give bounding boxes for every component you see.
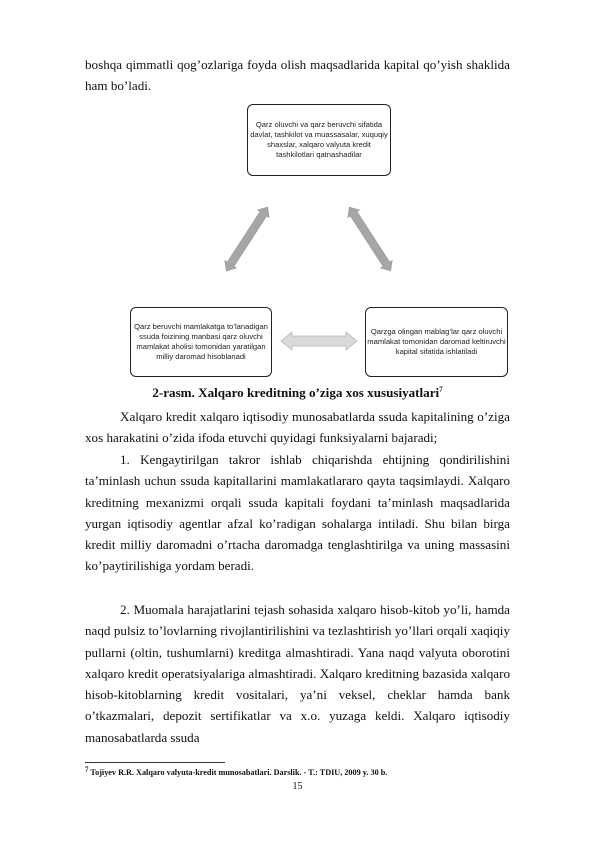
footnote	[85, 765, 388, 777]
footnote-text: Tojiyev R.R. Xalqaro valyuta-kredit munosabatlari. Darslik. - T.: TDIU, 2009 y. 30 b.	[90, 768, 388, 777]
diagram-box-interest-source-text: Qarz beruvchi mamlakatga to’lanadigan ssuda foizining manbasi qarz oluvchi mamlakat aholisi tomonidan yaratilgan milliy daromad hisoblanadi	[134, 321, 268, 362]
left-diagonal-arrow	[220, 203, 273, 274]
diagram-box-participants	[247, 104, 391, 176]
paragraph-functions-intro: Xalqaro kredit xalqaro iqtisodiy munosabatlarda ssuda kapitalining o’ziga xos harakatini o’zida ifoda etuvchi quyidagi funksiyalarni bajaradi;	[85, 409, 510, 446]
footnote-divider	[85, 762, 225, 763]
right-diagonal-arrow	[343, 203, 396, 274]
intro-paragraph: boshqa qimmatli qog’ozlariga foyda olish maqsadlarida kapital qo’yish shaklida ham bo’ladi.	[85, 57, 510, 94]
diagram-box-participants-text: Qarz oluvchi va qarz beruvchi sifatida davlat, tashkilot va muassasalar, xuquqiy shaxslar, xalqaro valyuta kredit tashkilotlari qatnashadilar	[250, 119, 388, 160]
page-number: 15	[292, 781, 303, 792]
paragraph-function-2: 2. Muomala harajatlarini tejash sohasida xalqaro hisob-kitob yo’li, hamda naqd pulsiz to’lovlarning rivojlantirilishini va tezlashtirish yo’llari orqali xaqiqiy pullarni (oltin, tushumlarni) kreditga almashtiradi. Yana naqd valyuta oborotini xalqaro kredit operatsiyalariga almashtiradi. Xalqaro kreditning bazasida xalqaro hisob-kitoblarning kredit vositalari, ya’ni veksel, cheklar hamda bank o’tkazmalari, depozit sertifikatlar va x.o. yuzaga keldi. Xalqaro iqtisodiy manosabatlarda ssuda	[85, 602, 510, 745]
footnote-reference: 7	[439, 385, 443, 394]
footnote-marker: 7	[85, 765, 89, 774]
diagram-box-capital-use	[365, 307, 508, 377]
diagram-box-interest-source	[130, 307, 272, 377]
figure-caption-text: 2-rasm. Xalqaro kreditning o’ziga xos xususiyatlari	[152, 385, 440, 400]
diagram-box-capital-use-text: Qarzga olingan mablag’lar qarz oluvchi mamlakat tomonidan daromad keltiruvchi kapital sifatida ishlatiladi	[367, 326, 506, 357]
horizontal-arrow	[281, 332, 357, 350]
paragraph-function-1: 1. Kengaytirilgan takror ishlab chiqarishda ehtijning qondirilishini ta’minlash uchun ssuda kapitallarini mamlakatlararo qayta taqsimlaydi. Xalqaro kreditning mexanizmi orqali ssuda kapitali foydani ta’minlash maqsadlarida yurgan iqtisodiy agentlar afzal ko’radigan sohalarga intiladi. Shu bilan birga kredit milliy daromadni o’rtacha daromadga tenglashtirilga va uning massasini ko’paytirilishiga yordam beradi.	[85, 452, 510, 574]
figure-caption	[85, 385, 510, 401]
